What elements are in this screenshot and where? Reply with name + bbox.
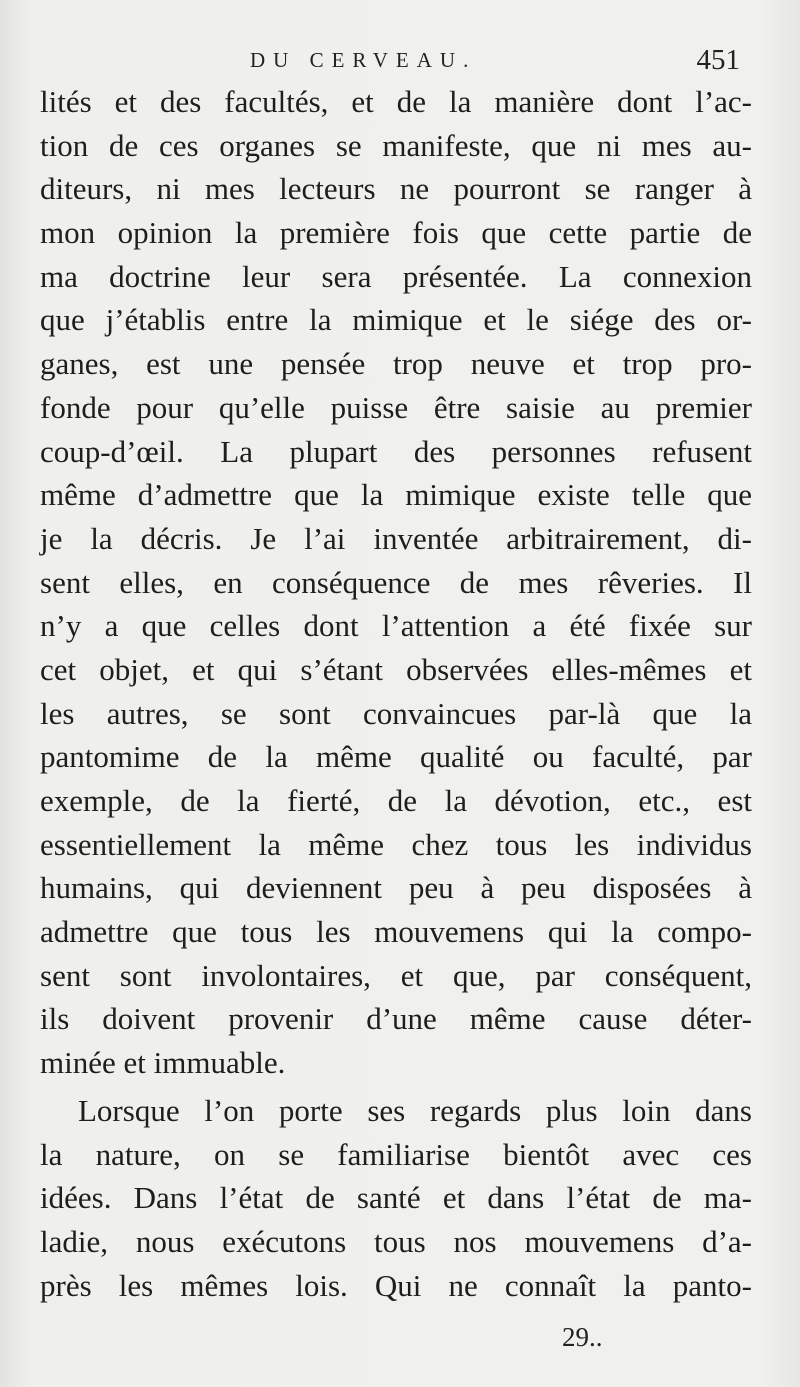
text-line: cet objet, et qui s’étant observées elles-mêmes et (40, 651, 752, 687)
paragraph (40, 80, 752, 1085)
text-line: ladie, nous exécutons tous nos mouvemens d’a- (40, 1223, 752, 1259)
text-line: sent sont involontaires, et que, par conséquent, (40, 957, 752, 993)
text-line: je la décris. Je l’ai inventée arbitrairement, di- (40, 520, 752, 556)
text-line: essentiellement la même chez tous les individus (40, 826, 752, 862)
text-line: coup-d’œil. La plupart des personnes refusent (40, 433, 752, 469)
signature-mark: 29.. (562, 1322, 603, 1352)
body-text (40, 80, 752, 1307)
text-line: ils doivent provenir d’une même cause déter- (40, 1001, 752, 1037)
page-number: 451 (696, 44, 740, 76)
text-line: près les mêmes lois. Qui ne connaît la panto- (40, 1267, 752, 1303)
text-line: mon opinion la première fois que cette partie de (40, 215, 752, 251)
text-line: minée et immuable. (40, 1045, 286, 1081)
text-line: même d’admettre que la mimique existe telle que (40, 477, 752, 513)
text-line: sent elles, en conséquence de mes rêveries. Il (40, 564, 752, 600)
text-line: tion de ces organes se manifeste, que ni mes au- (40, 127, 752, 163)
text-line: pantomime de la même qualité ou faculté, par (40, 739, 752, 775)
paragraph (40, 1089, 752, 1307)
text-line: exemple, de la fierté, de la dévotion, etc., est (40, 783, 752, 818)
text-line: n’y a que celles dont l’attention a été fixée sur (40, 608, 752, 644)
running-title: DU CERVEAU. (250, 48, 477, 72)
text-line: Lorsque l’on porte ses regards plus loin dans (78, 1092, 752, 1128)
text-line: diteurs, ni mes lecteurs ne pourront se ranger à (40, 171, 752, 207)
text-line: lités et des facultés, et de la manière dont l’ac- (40, 84, 752, 119)
text-line: ganes, est une pensée trop neuve et trop pro- (40, 346, 752, 382)
text-line: que j’établis entre la mimique et le siége des or- (40, 302, 752, 338)
text-line: idées. Dans l’état de santé et dans l’état de ma- (40, 1180, 752, 1216)
text-line: la nature, on se familiarise bientôt avec ces (40, 1136, 752, 1172)
text-line: les autres, se sont convaincues par-là que la (40, 695, 752, 731)
text-line: admettre que tous les mouvemens qui la compo- (40, 914, 752, 950)
text-line: fonde pour qu’elle puisse être saisie au premier (40, 389, 752, 425)
text-line: humains, qui deviennent peu à peu disposées à (40, 870, 752, 906)
running-head (0, 44, 800, 84)
text-line: ma doctrine leur sera présentée. La connexion (40, 258, 752, 294)
